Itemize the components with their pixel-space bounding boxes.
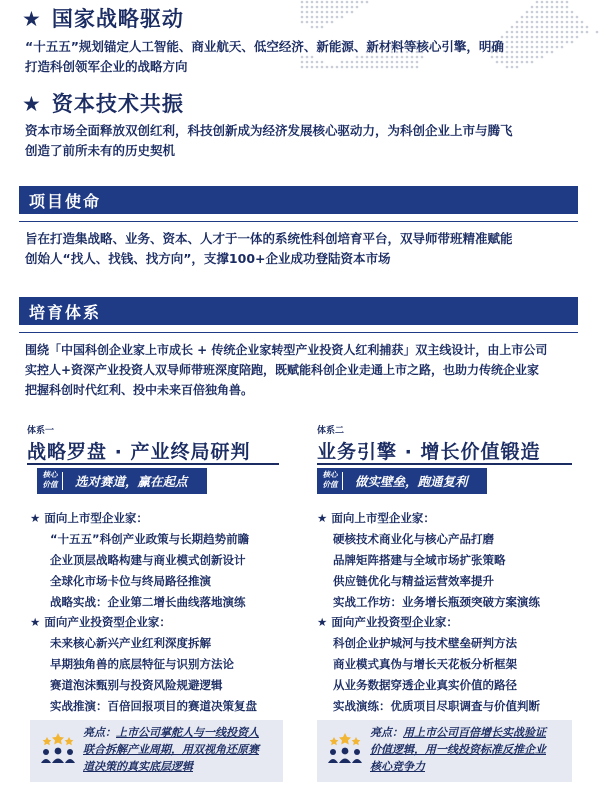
map-dot: [566, 41, 569, 44]
right-banner-key: 核心价值: [322, 470, 338, 489]
map-dot: [561, 41, 564, 44]
map-dot: [546, 1, 549, 4]
map-dot: [541, 46, 544, 49]
map-dot: [511, 26, 514, 29]
map-dot: [316, 21, 319, 24]
right-column-title: 业务引擎 · 增长价值锻造: [317, 441, 541, 463]
map-dot: [306, 16, 309, 19]
left-banner-key: 核心价值: [42, 470, 58, 489]
list-item: 未来核心新兴产业红利深度拆解: [50, 636, 211, 650]
map-dot: [556, 21, 559, 24]
map-dot: [331, 11, 334, 14]
map-dot: [331, 21, 334, 24]
map-dot: [506, 36, 509, 39]
map-dot: [316, 6, 319, 9]
list-item: 赛道泡沫甄别与投资风险规避逻辑: [50, 678, 223, 692]
map-dot: [551, 46, 554, 49]
map-dot: [321, 11, 324, 14]
map-dot: [521, 61, 524, 64]
list-item: 从业务数据穿透企业真实价值的路径: [333, 678, 517, 692]
map-dot: [536, 36, 539, 39]
map-dot: [541, 16, 544, 19]
map-dot: [541, 36, 544, 39]
right-title-rule: [317, 463, 572, 465]
map-dot: [526, 11, 529, 14]
map-dot: [361, 1, 364, 4]
map-dot: [516, 61, 519, 64]
map-dot: [331, 1, 334, 4]
system-line: 把握科创时代红利、投中未来百倍独角兽。: [25, 383, 254, 397]
map-dot: [546, 11, 549, 14]
map-dot: [526, 21, 529, 24]
map-dot: [536, 56, 539, 59]
map-dot: [516, 26, 519, 29]
map-dot: [341, 1, 344, 4]
map-dot: [306, 11, 309, 14]
map-dot: [526, 46, 529, 49]
map-dot: [531, 56, 534, 59]
map-dot: [536, 26, 539, 29]
map-dot: [551, 36, 554, 39]
map-dot: [526, 16, 529, 19]
left-highlight-box: [30, 720, 283, 782]
map-dot: [341, 16, 344, 19]
map-dot: [556, 36, 559, 39]
highlight-line: 联合拆解产业周期，用双视角还原赛: [83, 743, 259, 756]
map-dot: [536, 21, 539, 24]
map-dot: [586, 26, 589, 29]
capital-line: 创造了前所未有的历史契机: [25, 143, 176, 158]
map-dot: [536, 46, 539, 49]
map-dot: [531, 36, 534, 39]
map-dot: [506, 41, 509, 44]
highlight-line: 道决策的真实底层逻辑: [83, 760, 193, 773]
map-dot: [321, 26, 324, 29]
map-dot: [531, 46, 534, 49]
map-dot: [326, 21, 329, 24]
map-dot: [576, 21, 579, 24]
right-group1-head: [317, 510, 435, 526]
map-dot: [561, 6, 564, 9]
map-dot: [556, 46, 559, 49]
highlight-label: 亮点：: [370, 726, 403, 739]
map-dot: [316, 11, 319, 14]
map-dot: [576, 16, 579, 19]
map-dot: [516, 46, 519, 49]
map-dot: [506, 66, 509, 69]
right-group2-head-text: 面向产业投资型企业家：: [331, 615, 458, 629]
map-dot: [516, 41, 519, 44]
map-dot: [341, 11, 344, 14]
left-group2-head-text: 面向产业投资型企业家：: [44, 615, 171, 629]
mission-label: 项目使命: [29, 192, 102, 211]
team-stars-icon: [38, 730, 78, 770]
map-dot: [556, 16, 559, 19]
system-label: 培育体系: [29, 303, 102, 322]
star-bullet-icon: ★: [30, 615, 41, 629]
highlight-label: 亮点：: [83, 726, 116, 739]
map-dot: [531, 51, 534, 54]
map-dot: [336, 11, 339, 14]
map-dot: [516, 56, 519, 59]
map-dot: [301, 1, 304, 4]
list-item: 实战演练：优质项目尽职调查与价值判断: [333, 699, 540, 713]
map-dot: [301, 11, 304, 14]
map-dot: [351, 6, 354, 9]
map-dot: [521, 41, 524, 44]
map-dot: [576, 31, 579, 34]
left-group2-head: [30, 614, 171, 630]
list-item: 实战推演：百倍回报项目的赛道决策复盘: [50, 699, 257, 713]
map-dot: [321, 16, 324, 19]
map-dot: [546, 31, 549, 34]
strategy-text: [25, 37, 504, 77]
left-highlight-text: [83, 724, 259, 775]
highlight-line: 核心竞争力: [370, 760, 425, 773]
map-dot: [326, 11, 329, 14]
map-dot: [321, 6, 324, 9]
map-dot: [596, 31, 599, 34]
map-dot: [566, 1, 569, 4]
list-item: 商业模式真伪与增长天花板分析框架: [333, 657, 517, 671]
map-dot: [536, 11, 539, 14]
map-dot: [561, 31, 564, 34]
map-dot: [551, 31, 554, 34]
map-dot: [511, 56, 514, 59]
right-banner-divider: [342, 472, 343, 490]
map-dot: [536, 51, 539, 54]
capital-line: 资本市场全面释放双创红利，科技创新成为经济发展核心驱动力，为科创企业上市与腾飞: [25, 123, 513, 138]
map-dot: [511, 31, 514, 34]
map-dot: [321, 1, 324, 4]
system-text: [25, 340, 547, 400]
map-dot: [356, 6, 359, 9]
map-dot: [506, 56, 509, 59]
map-dot: [346, 11, 349, 14]
map-dot: [561, 21, 564, 24]
map-dot: [521, 16, 524, 19]
left-banner-slogan: 选对赛道，赢在起点: [75, 474, 188, 489]
mission-line: 旨在打造集战略、业务、资本、人才于一体的系统性科创培育平台，双导师带班精准赋能: [25, 231, 513, 246]
list-item: 战略实战：企业第二增长曲线落地演练: [50, 595, 246, 609]
map-dot: [351, 1, 354, 4]
map-dot: [331, 16, 334, 19]
map-dot: [541, 1, 544, 4]
right-value-banner: [317, 468, 487, 494]
map-dot: [561, 26, 564, 29]
map-dot: [521, 36, 524, 39]
map-dot: [561, 36, 564, 39]
list-item: 实战工作坊：业务增长瓶颈突破方案演练: [333, 595, 540, 609]
map-dot: [571, 41, 574, 44]
star-bullet-icon: ★: [30, 511, 41, 525]
system-line: 实控人+资深产业投资人双导师带班深度陪跑，既赋能科创企业走通上市之路，也助力传统企业家: [25, 363, 540, 377]
list-item: 全球化市场卡位与终局路径推演: [50, 574, 211, 588]
map-dot: [566, 21, 569, 24]
map-dot: [516, 51, 519, 54]
map-dot: [541, 41, 544, 44]
right-group1-head-text: 面向上市型企业家：: [331, 511, 435, 525]
map-dot: [536, 16, 539, 19]
map-dot: [511, 46, 514, 49]
map-dot: [311, 6, 314, 9]
system-band: [19, 297, 578, 325]
highlight-line: 上市公司掌舵人与一线投资人: [116, 726, 259, 739]
map-dot: [581, 26, 584, 29]
map-dot: [556, 11, 559, 14]
system-line: 围绕「中国科创企业家上市成长 + 传统企业家转型产业投资人红利捕获」双主线设计，由上市公司: [25, 343, 548, 357]
right-banner-slogan: 做实壁垒，跑通复利: [355, 474, 468, 489]
map-dot: [566, 11, 569, 14]
right-group2-head: [317, 614, 458, 630]
map-dot: [576, 26, 579, 29]
map-dot: [326, 1, 329, 4]
map-dot: [546, 51, 549, 54]
map-dot: [556, 26, 559, 29]
list-item: 早期独角兽的底层特征与识别方法论: [50, 657, 234, 671]
map-dot: [566, 6, 569, 9]
map-dot: [301, 6, 304, 9]
map-dot: [586, 31, 589, 34]
map-dot: [306, 21, 309, 24]
section-heading-capital: [22, 88, 184, 118]
map-dot: [311, 16, 314, 19]
map-dot: [536, 31, 539, 34]
map-dot: [551, 16, 554, 19]
map-dot: [316, 16, 319, 19]
map-dot: [301, 16, 304, 19]
map-dot: [336, 16, 339, 19]
map-dot: [516, 36, 519, 39]
map-dot: [326, 6, 329, 9]
map-dot: [531, 61, 534, 64]
map-dot: [571, 16, 574, 19]
strategy-title: 国家战略驱动: [51, 7, 184, 31]
map-dot: [556, 31, 559, 34]
list-item: 品牌矩阵搭建与全域市场扩张策略: [333, 553, 506, 567]
map-dot: [511, 61, 514, 64]
map-dot: [581, 21, 584, 24]
map-dot: [316, 1, 319, 4]
map-dot: [531, 11, 534, 14]
map-dot: [516, 31, 519, 34]
map-dot: [546, 46, 549, 49]
map-dot: [541, 26, 544, 29]
map-dot: [306, 1, 309, 4]
map-dot: [526, 26, 529, 29]
map-dot: [541, 51, 544, 54]
map-dot: [571, 36, 574, 39]
map-dot: [571, 11, 574, 14]
map-dot: [561, 46, 564, 49]
map-dot: [506, 46, 509, 49]
map-dot: [506, 51, 509, 54]
map-dot: [526, 36, 529, 39]
left-title-rule: [27, 463, 279, 465]
map-dot: [516, 66, 519, 69]
mission-text: [25, 229, 513, 269]
map-dot: [566, 36, 569, 39]
map-dot: [306, 6, 309, 9]
capital-title: 资本技术共振: [51, 92, 184, 116]
map-dot: [566, 26, 569, 29]
map-dot: [536, 1, 539, 4]
map-dot: [311, 1, 314, 4]
map-dot: [511, 41, 514, 44]
map-dot: [571, 26, 574, 29]
map-dot: [546, 41, 549, 44]
map-dot: [341, 6, 344, 9]
map-dot: [301, 21, 304, 24]
map-dot: [346, 6, 349, 9]
map-dot: [531, 41, 534, 44]
map-dot: [531, 31, 534, 34]
map-dot: [336, 6, 339, 9]
map-dot: [521, 46, 524, 49]
map-dot: [546, 36, 549, 39]
map-dot: [511, 66, 514, 69]
map-dot: [366, 1, 369, 4]
map-dot: [521, 51, 524, 54]
map-dot: [331, 6, 334, 9]
highlight-line: 用上市公司百倍增长实战验证: [403, 726, 546, 739]
map-dot: [526, 31, 529, 34]
map-dot: [531, 16, 534, 19]
left-group1-head-text: 面向上市型企业家：: [44, 511, 148, 525]
map-dot: [321, 21, 324, 24]
mission-rule: [19, 221, 578, 222]
map-dot: [581, 31, 584, 34]
map-dot: [541, 21, 544, 24]
map-dot: [351, 11, 354, 14]
star-icon: ★: [22, 7, 42, 31]
map-dot: [551, 11, 554, 14]
map-dot: [541, 11, 544, 14]
map-dot: [526, 56, 529, 59]
map-dot: [521, 26, 524, 29]
list-item: “十五五”科创产业政策与长期趋势前瞻: [50, 532, 250, 546]
map-dot: [551, 26, 554, 29]
map-dot: [531, 6, 534, 9]
map-dot: [526, 51, 529, 54]
map-dot: [521, 21, 524, 24]
left-column-title: 战略罗盘 · 产业终局研判: [27, 441, 251, 463]
map-dot: [526, 41, 529, 44]
map-dot: [336, 1, 339, 4]
map-dot: [521, 31, 524, 34]
highlight-line: 价值逻辑，用一线投资标准反推企业: [370, 743, 546, 756]
map-dot: [566, 31, 569, 34]
map-dot: [311, 21, 314, 24]
mission-band: [19, 186, 578, 214]
map-dot: [541, 31, 544, 34]
map-dot: [316, 26, 319, 29]
map-dot: [521, 56, 524, 59]
map-dot: [346, 1, 349, 4]
map-dot: [531, 26, 534, 29]
map-dot: [546, 16, 549, 19]
map-dot: [511, 51, 514, 54]
star-bullet-icon: ★: [317, 615, 328, 629]
map-dot: [576, 36, 579, 39]
capital-text: [25, 121, 513, 161]
map-dot: [526, 61, 529, 64]
map-dot: [546, 21, 549, 24]
map-dot: [511, 36, 514, 39]
map-dot: [561, 11, 564, 14]
left-banner-divider: [62, 472, 63, 490]
map-dot: [556, 1, 559, 4]
left-group1-head: [30, 510, 148, 526]
map-dot: [546, 26, 549, 29]
list-item: 科创企业护城河与技术壁垒研判方法: [333, 636, 517, 650]
left-column-tag: 体系一: [27, 426, 55, 436]
map-dot: [561, 16, 564, 19]
map-dot: [536, 6, 539, 9]
mission-line: 创始人“找人、找钱、找方向”，支撑100+企业成功登陆资本市场: [25, 251, 391, 266]
map-dot: [506, 31, 509, 34]
list-item: 企业顶层战略构建与商业模式创新设计: [50, 553, 246, 567]
map-dot: [516, 21, 519, 24]
map-dot: [551, 21, 554, 24]
map-dot: [551, 6, 554, 9]
map-dot: [311, 26, 314, 29]
map-dot: [561, 1, 564, 4]
map-dot: [541, 6, 544, 9]
map-dot: [571, 21, 574, 24]
map-dot: [571, 31, 574, 34]
map-dot: [356, 1, 359, 4]
map-dot: [326, 16, 329, 19]
map-dot: [311, 11, 314, 14]
list-item: 硬核技术商业化与核心产品打磨: [333, 532, 494, 546]
map-dot: [551, 41, 554, 44]
map-dot: [556, 41, 559, 44]
right-column-tag: 体系二: [317, 426, 345, 436]
section-heading-strategy: [22, 3, 184, 33]
right-highlight-box: [317, 720, 572, 782]
star-bullet-icon: ★: [317, 511, 328, 525]
map-dot: [556, 6, 559, 9]
strategy-line: “十五五”规划锚定人工智能、商业航天、低空经济、新能源、新材料等核心引擎，明确: [25, 39, 504, 54]
map-dot: [546, 6, 549, 9]
right-highlight-text: [370, 724, 546, 775]
map-dot: [531, 21, 534, 24]
team-stars-icon: [325, 730, 365, 770]
map-dot: [541, 56, 544, 59]
strategy-line: 打造科创领军企业的战略方向: [25, 59, 188, 74]
star-icon: ★: [22, 92, 42, 116]
map-dot: [566, 16, 569, 19]
map-dot: [536, 41, 539, 44]
system-rule: [19, 332, 578, 333]
map-dot: [551, 51, 554, 54]
left-value-banner: [37, 468, 207, 494]
map-dot: [506, 61, 509, 64]
map-dot: [551, 1, 554, 4]
list-item: 供应链优化与精益运营效率提升: [333, 574, 494, 588]
